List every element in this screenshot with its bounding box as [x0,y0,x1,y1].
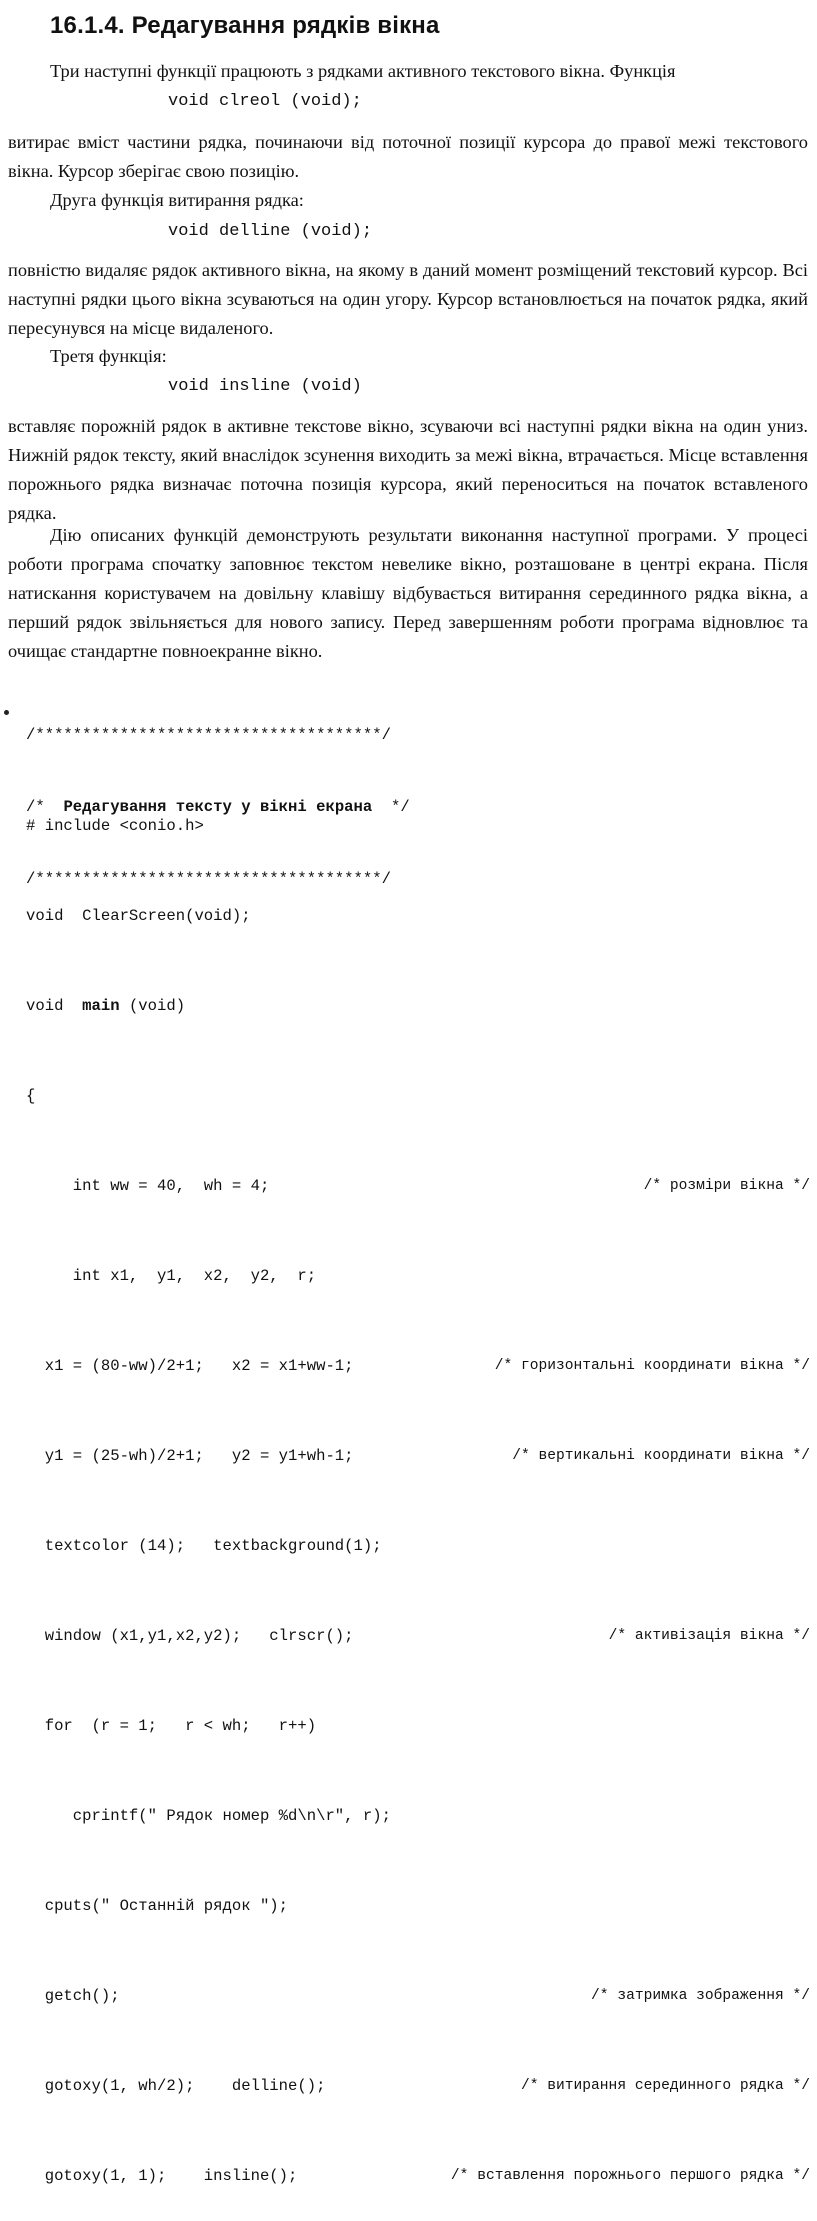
paragraph-insline-intro: Третя функція: [50,346,167,366]
code-comment: /* розміри вікна */ [643,1178,810,1194]
code-line: int ww = 40, wh = 4; /* розміри вікна */ [26,1171,816,1201]
code-line: textcolor (14); textbackground(1); [26,1537,382,1555]
paragraph-delline-intro: Друга функція витирання рядка: [50,190,304,210]
margin-dot [4,710,9,715]
code-line: # include <conio.h> [26,817,204,835]
code-line: cputs(" Останній рядок "); [26,1897,289,1915]
code-line: int x1, y1, x2, y2, r; [26,1267,317,1285]
code-line: x1 = (80-ww)/2+1; x2 = x1+ww-1; /* горизонтальні координати вікна */ [26,1351,816,1381]
function-delline: void delline (void); [168,222,373,241]
function-insline: void insline (void) [168,377,362,396]
paragraph-program-description: Дію описаних функцій демонструють результати виконання наступної програми. У процесі роботи програма спочатку заповнює текстом невелике вікно, розташоване в центрі екрана. Після натискання користувачем на довільну клавішу відбувається витирання серединного рядка вікна, а перший рядок звільняється для нового запису. Перед завершенням роботи програма відновлює та очищає стандартне повноекранне вікно. [8,525,808,661]
code-comment: /* горизонтальні координати вікна */ [494,1358,810,1374]
code-stars-bottom: /*************************************/ [26,870,391,888]
code-line: window (x1,y1,x2,y2); clrscr(); /* активізація вікна */ [26,1621,816,1651]
code-line: getch(); /* затримка зображення */ [26,1981,816,2011]
code-comment: /* вставлення порожнього першого рядка */ [450,2168,810,2184]
code-line: y1 = (25-wh)/2+1; y2 = y1+wh-1; /* вертикальні координати вікна */ [26,1441,816,1471]
code-line: gotoxy(1, wh/2); delline(); /* витирання серединного рядка */ [26,2071,816,2101]
section-heading: 16.1.4. Редагування рядків вікна [50,12,440,39]
code-line: void ClearScreen(void); [26,907,251,925]
code-line: cprintf(" Рядок номер %d\n\r", r); [26,1807,391,1825]
code-listing [26,751,816,2221]
code-comment: /* витирання серединного рядка */ [520,2078,810,2094]
code-line: { [26,1087,36,1105]
paragraph-intro: Три наступні функції працюють з рядками активного текстового вікна. Функція [50,61,676,81]
code-comment: /* вертикальні координати вікна */ [512,1448,810,1464]
code-title-comment: /* Редагування тексту у вікні екрана */ [26,798,410,816]
code-line: gotoxy(1, 1); insline(); /* вставлення порожнього першого рядка */ [26,2161,816,2191]
code-line: for (r = 1; r < wh; r++) [26,1717,317,1735]
code-comment: /* затримка зображення */ [591,1988,810,2004]
function-clreol: void clreol (void); [168,92,362,111]
code-title-text: Редагування тексту у вікні екрана [63,798,373,816]
paragraph-delline: повністю видаляє рядок активного вікна, на якому в даний момент розміщений текстовий курсор. Всі наступні рядки цього вікна зсуваються на один угору. Курсор встановлюється на початок рядка, який пересунувся на місце видаленого. [8,260,808,338]
paragraph-clreol: витирає вміст частини рядка, починаючи від поточної позиції курсора до правої межі текстового вікна. Курсор зберігає свою позицію. [8,132,808,181]
code-comment: /* активізація вікна */ [608,1628,810,1644]
code-line-main: void main (void) [26,997,186,1015]
paragraph-insline: вставляє порожній рядок в активне текстове вікно, зсуваючи всі наступні рядки вікна на один униз. Нижній рядок тексту, який внаслідок зсунення виходить за межі вікна, втрачається. Місце вставлення порожнього рядка визначає поточна позиція курсора, який переноситься на початок вставленого рядка. [8,416,808,523]
code-stars-top: /*************************************/ [26,726,391,744]
